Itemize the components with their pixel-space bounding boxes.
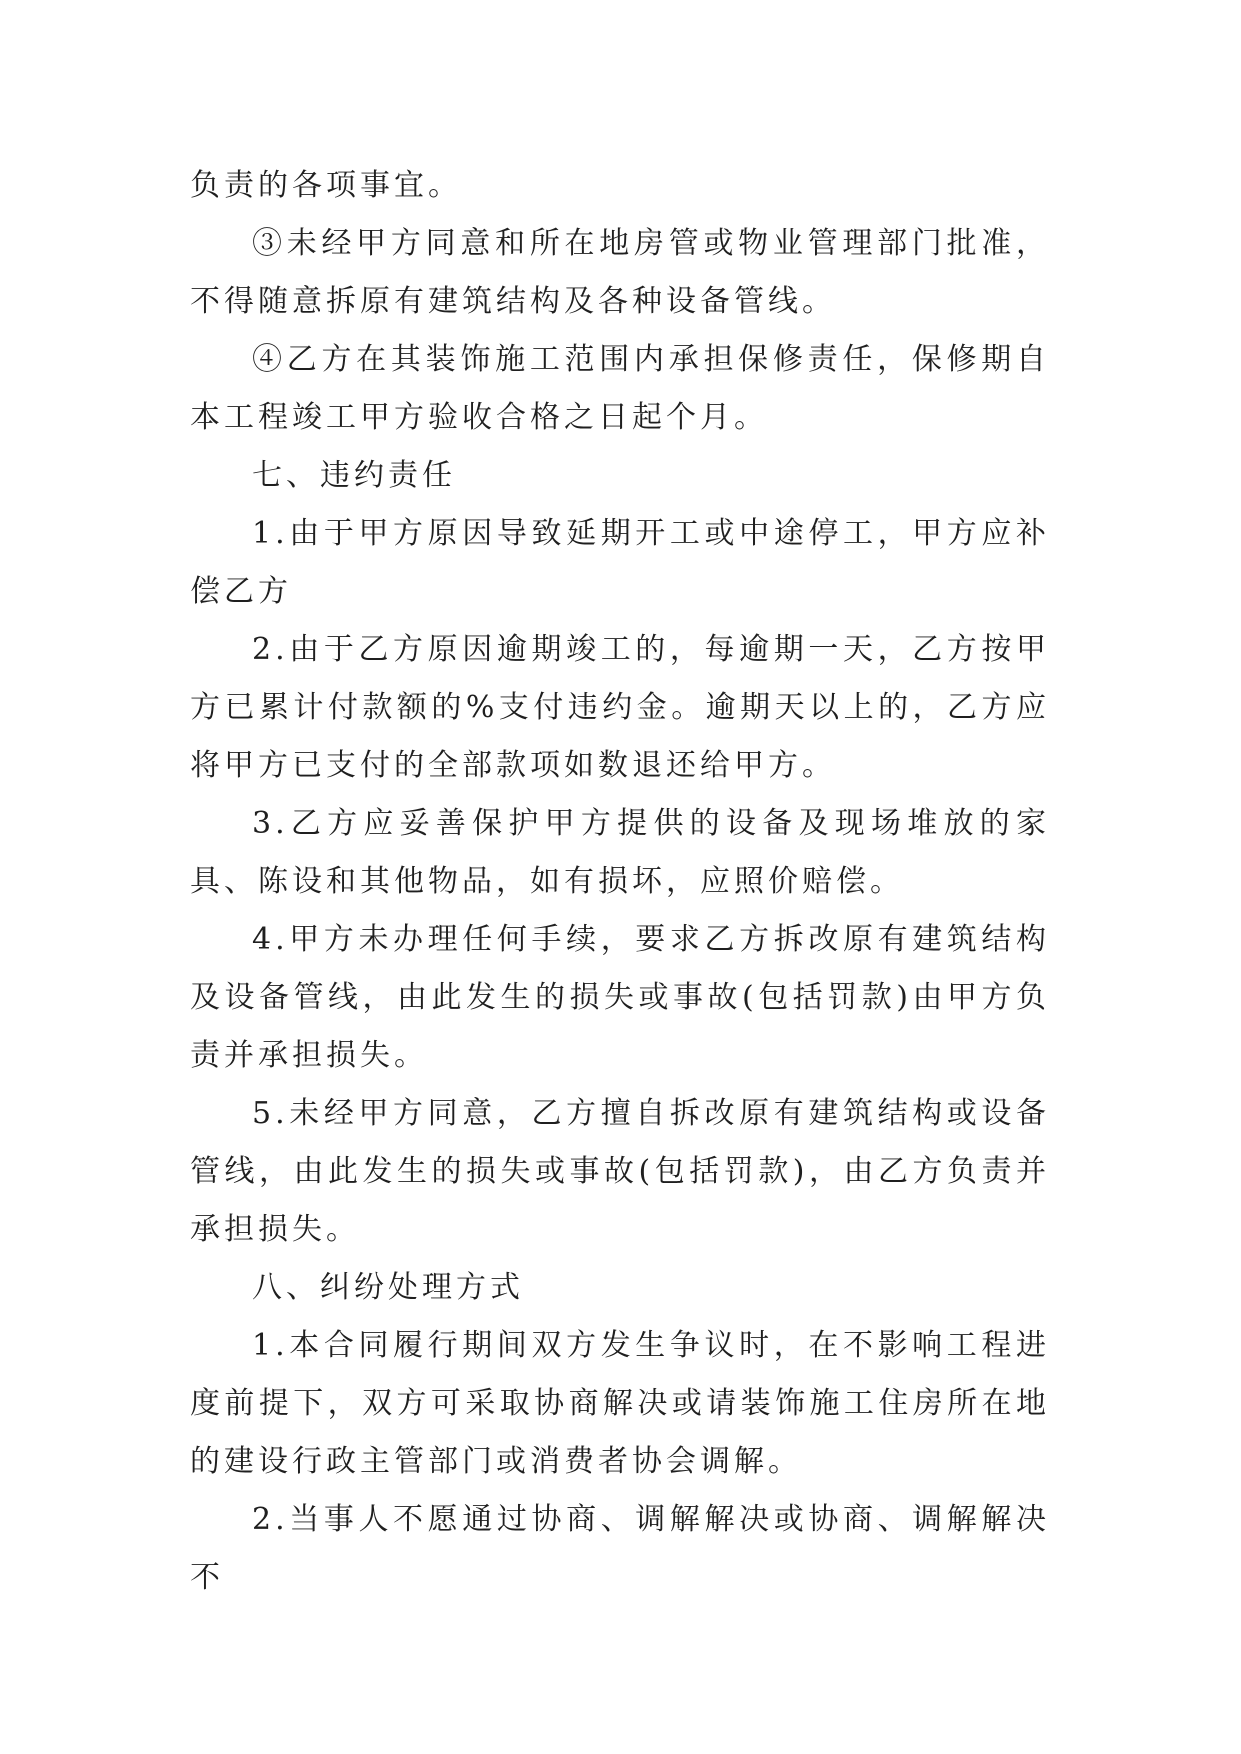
dispute-item-2: 2.当事人不愿通过协商、调解解决或协商、调解解决不	[190, 1502, 1050, 1595]
breach-item-2: 2.由于乙方原因逾期竣工的，每逾期一天，乙方按甲方已累计付款额的%支付违约金。逾期天以上的，乙方应将甲方已支付的全部款项如数退还给甲方。	[190, 632, 1050, 783]
breach-item-4: 4.甲方未办理任何手续，要求乙方拆改原有建筑结构及设备管线，由此发生的损失或事故(包括罚款)由甲方负责并承担损失。	[190, 922, 1050, 1073]
dispute-item-1: 1.本合同履行期间双方发生争议时，在不影响工程进度前提下，双方可采取协商解决或请装饰施工住房所在地的建设行政主管部门或消费者协会调解。	[190, 1328, 1050, 1479]
section-heading-dispute-resolution: 八、纠纷处理方式	[252, 1270, 524, 1305]
clause-3-no-demolition: ③未经甲方同意和所在地房管或物业管理部门批准，不得随意拆原有建筑结构及各种设备管线。	[190, 226, 1050, 319]
breach-item-3: 3.乙方应妥善保护甲方提供的设备及现场堆放的家具、陈设和其他物品，如有损坏，应照价赔偿。	[190, 806, 1050, 899]
clause-4-warranty: ④乙方在其装饰施工范围内承担保修责任，保修期自本工程竣工甲方验收合格之日起个月。	[190, 342, 1050, 435]
paragraph-continuation: 负责的各项事宜。	[190, 168, 462, 203]
document-body	[190, 157, 1050, 1607]
breach-item-1: 1.由于甲方原因导致延期开工或中途停工，甲方应补偿乙方	[190, 516, 1050, 609]
breach-item-5: 5.未经甲方同意，乙方擅自拆改原有建筑结构或设备管线，由此发生的损失或事故(包括罚款)，由乙方负责并承担损失。	[190, 1096, 1050, 1247]
section-heading-breach-liability: 七、违约责任	[252, 458, 456, 493]
